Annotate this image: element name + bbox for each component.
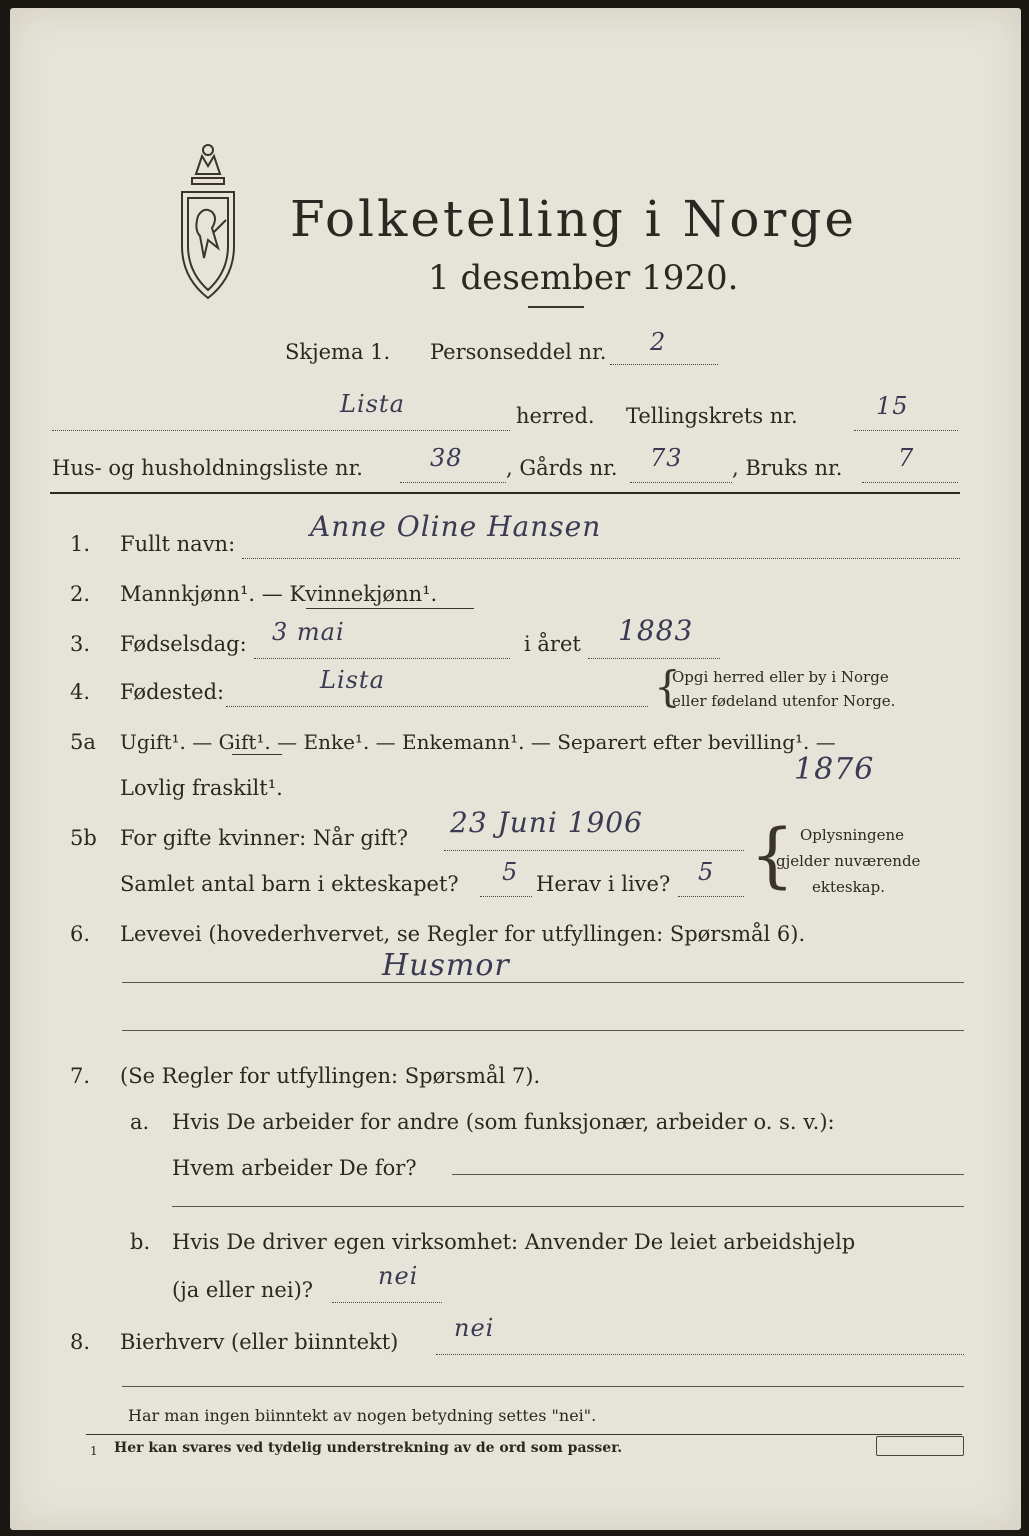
q7b-value: nei (378, 1262, 419, 1290)
q7-number: 7. (70, 1064, 91, 1088)
tellingskrets-value: 15 (876, 392, 909, 420)
title-divider (528, 306, 584, 308)
header-rule (50, 492, 960, 494)
q5b-value3: 5 (698, 858, 715, 886)
q7a-number: a. (130, 1110, 150, 1134)
q7a-text2: Hvem arbeider De for? (172, 1156, 417, 1180)
q6-line2 (122, 1030, 964, 1031)
q6-number: 6. (70, 922, 91, 946)
q5a-value: 1876 (794, 752, 875, 787)
gards-label: , Gårds nr. (506, 456, 618, 480)
q6-line1 (122, 982, 964, 983)
q2-underline (306, 608, 474, 609)
form-title: Folketelling i Norge (290, 190, 857, 248)
coat-of-arms-icon (168, 136, 248, 306)
herred-label: herred. (516, 404, 595, 428)
q3-label: Fødselsdag: (120, 632, 247, 656)
q4-number: 4. (70, 680, 91, 704)
q5b-value1: 23 Juni 1906 (450, 806, 643, 839)
q5b-note2: gjelder nuværende (776, 852, 921, 870)
q7b-text2: (ja eller nei)? (172, 1278, 314, 1302)
q3-number: 3. (70, 632, 91, 656)
q3-year-label: i året (524, 632, 581, 656)
q5b-note1: Oplysningene (800, 826, 905, 844)
q2-number: 2. (70, 582, 91, 606)
q7b-number: b. (130, 1230, 151, 1254)
q4-brace: { (654, 662, 681, 711)
q5b-label1: For gifte kvinner: Når gift? (120, 826, 409, 850)
q4-label: Fødested: (120, 680, 225, 704)
q5b-brace: { (750, 814, 795, 896)
q1-value: Anne Oline Hansen (310, 510, 602, 543)
q5a-underline (232, 754, 282, 755)
q5a-number: 5a (70, 730, 96, 754)
q5b-label3: Herav i live? (536, 872, 671, 896)
q4-note2: eller fødeland utenfor Norge. (672, 692, 896, 710)
q5b-note3: ekteskap. (812, 878, 885, 896)
q7a-line1 (452, 1174, 964, 1175)
q7a-text: Hvis De arbeider for andre (som funksjonær, arbeider o. s. v.): (172, 1110, 835, 1134)
bruks-label: , Bruks nr. (732, 456, 843, 480)
q6-text: Levevei (hovederhvervet, se Regler for utfyllingen: Spørsmål 6). (120, 922, 806, 946)
q5a-text2: Lovlig fraskilt¹. (120, 776, 283, 800)
q5b-number: 5b (70, 826, 97, 850)
q8-label: Bierhverv (eller biinntekt) (120, 1330, 399, 1354)
q6-value: Husmor (382, 948, 510, 983)
census-form (10, 8, 1021, 1530)
herred-value: Lista (340, 390, 405, 418)
q8-value: nei (454, 1314, 495, 1342)
footnote-text: Her kan svares ved tydelig understrekning av de ord som passer. (114, 1440, 623, 1456)
bruks-value: 7 (898, 444, 915, 472)
personseddel-label: Personseddel nr. (430, 340, 607, 364)
q8-number: 8. (70, 1330, 91, 1354)
hus-label: Hus- og husholdningsliste nr. (52, 456, 363, 480)
q5a-text: Ugift¹. — Gift¹. — Enke¹. — Enkemann¹. — Separert efter bevilling¹. — (120, 730, 836, 754)
schema-label: Skjema 1. (285, 340, 391, 364)
footer-rule (86, 1434, 962, 1435)
q7a-line2 (172, 1206, 964, 1207)
q1-number: 1. (70, 532, 91, 556)
q7b-text: Hvis De driver egen virksomhet: Anvender De leiet arbeidshjelp (172, 1230, 856, 1254)
q8-line2 (122, 1386, 964, 1387)
q3-value: 3 mai (272, 618, 345, 646)
q7-text: (Se Regler for utfyllingen: Spørsmål 7). (120, 1064, 541, 1088)
q3-year-value: 1883 (618, 614, 694, 647)
form-date: 1 desember 1920. (428, 258, 739, 298)
q2-text: Mannkjønn¹. — Kvinnekjønn¹. (120, 582, 438, 606)
q5b-label2: Samlet antal barn i ekteskapet? (120, 872, 459, 896)
footnote-number: 1 (90, 1444, 98, 1458)
printer-stamp (876, 1436, 964, 1456)
personseddel-value: 2 (650, 328, 667, 356)
q4-note1: Opgi herred eller by i Norge (672, 668, 889, 686)
q1-label: Fullt navn: (120, 532, 236, 556)
gards-value: 73 (650, 444, 683, 472)
hus-value: 38 (430, 444, 463, 472)
tellingskrets-label: Tellingskrets nr. (626, 404, 798, 428)
q4-value: Lista (320, 666, 385, 694)
footer-note: Har man ingen biinntekt av nogen betydning settes "nei". (128, 1406, 597, 1425)
q5b-value2: 5 (502, 858, 519, 886)
